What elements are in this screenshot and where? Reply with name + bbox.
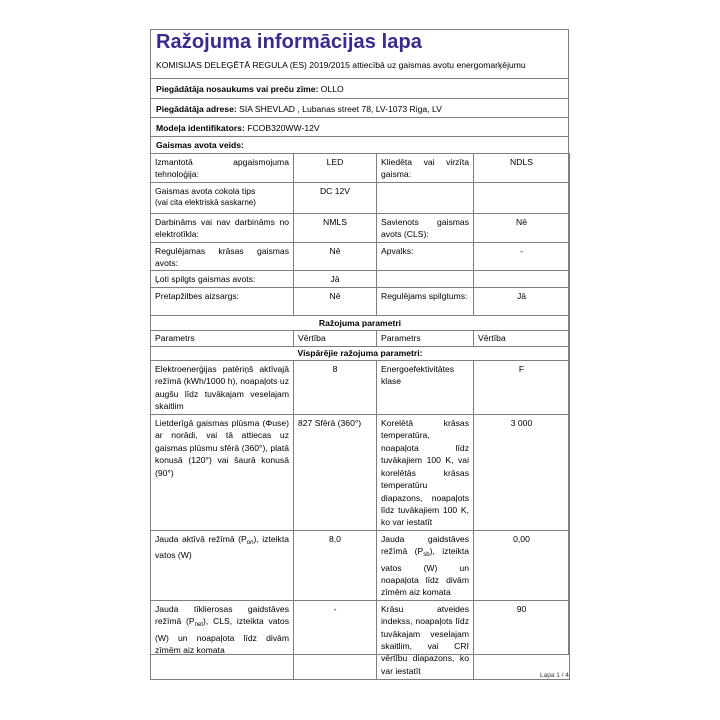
on-mode-power-label: Jauda aktīvā režīmā $(P_{on})$, izteikta vatos (W)	[151, 530, 294, 600]
table-row	[151, 154, 570, 183]
product-params-heading: Ražojuma parametri	[151, 315, 570, 330]
table-row	[151, 213, 570, 242]
empty-cell	[474, 182, 570, 213]
network-standby-value: -	[294, 600, 377, 679]
col-param-header: Parametrs	[151, 331, 294, 346]
empty-cell	[377, 182, 474, 213]
energy-class-value: F	[474, 361, 570, 415]
cap-type-value: DC 12V	[294, 182, 377, 213]
luminous-flux-label: Lietderīgā gaismas plūsma (Φuse) ar norādi, vai tā attiecas uz gaismas plūsmu sfērā (360°), platā konusā (120°) vai šaurā konusā (90°)	[151, 415, 294, 531]
supplier-address-label: Piegādātāja adrese:	[156, 104, 237, 114]
technology-label: Izmantotā apgaismojuma tehnoloģija:	[151, 154, 294, 183]
standby-power-label: Jauda gaidstāves režīmā $(P_{sb})$, izteikta vatos (W) un noapaļota līdz divām zīmēm aiz komata	[377, 530, 474, 600]
general-params-heading: Vispārējie ražojuma parametri:	[151, 346, 570, 360]
high-luminance-value: Jā	[294, 271, 377, 287]
directionality-label: Kliedēta vai virzīta gaisma:	[377, 154, 474, 183]
on-mode-power-value: 8,0	[294, 530, 377, 600]
energy-consumption-label: Elektroenerģijas patēriņš aktīvajā režīmā (kWh/1000 h), noapaļots uz augšu līdz tuvākajam veselajam skaitlim	[151, 361, 294, 415]
anti-glare-label: Pretapžilbes aizsargs:	[151, 287, 294, 315]
page-number: Lapa 1 / 4	[540, 672, 569, 679]
cls-value: Nē	[474, 213, 570, 242]
cls-label: Savienots gaismas avots (CLS):	[377, 213, 474, 242]
table-row	[151, 242, 570, 271]
cri-label: Krāsu atveides indekss, noapaļots līdz tuvākajam veselajam skaitlim, vai CRI vērtību diapazons, ko var iestatīt	[377, 600, 474, 679]
table-row	[151, 600, 570, 679]
model-id-value: FCOB320WW-12V	[247, 123, 320, 133]
model-id-label: Modeļa identifikators:	[156, 123, 245, 133]
light-source-type-label: Gaismas avota veids:	[156, 140, 244, 150]
page-title: Ražojuma informācijas lapa	[156, 31, 423, 53]
anti-glare-value: Nē	[294, 287, 377, 315]
supplier-name-value: OLLO	[320, 84, 344, 94]
energy-consumption-value: 8	[294, 361, 377, 415]
high-luminance-label: Ļoti spilgts gaismas avots:	[151, 271, 294, 287]
empty-cell	[377, 271, 474, 287]
col-value-header: Vērtība	[294, 331, 377, 346]
technology-value: LED	[294, 154, 377, 183]
supplier-address-value: SIA SHEVLAD , Lubanas street 78, LV-1073 Riga, LV	[239, 104, 442, 114]
cri-value: 90	[474, 600, 570, 679]
cct-value: 3 000	[474, 415, 570, 531]
dimmable-value: Jā	[474, 287, 570, 315]
mains-label: Darbināms vai nav darbināms no elektrotīkla:	[151, 213, 294, 242]
empty-cell	[474, 271, 570, 287]
colour-tunable-value: Nē	[294, 242, 377, 271]
table-row	[151, 315, 570, 330]
network-standby-label: Jauda tīklierosas gaidstāves režīmā $(P_{net})$, CLS, izteikta vatos (W) un noapaļota līdz divām zīmēm aiz komata	[151, 600, 294, 679]
table-row	[151, 287, 570, 315]
table-row	[151, 346, 570, 360]
table-row	[151, 271, 570, 287]
dimmable-label: Regulējams spilgtums:	[377, 287, 474, 315]
table-row	[151, 530, 570, 600]
col-value-header: Vērtība	[474, 331, 570, 346]
mains-value: NMLS	[294, 213, 377, 242]
standby-power-value: 0,00	[474, 530, 570, 600]
colour-tunable-label: Regulējamas krāsas gaismas avots:	[151, 242, 294, 271]
table-row	[151, 361, 570, 415]
model-id-row	[150, 117, 569, 136]
regulation-subtitle: KOMISIJAS DELEĢĒTĀ REGULA (ES) 2019/2015 attiecībā uz gaismas avotu energomarķējumu	[156, 60, 526, 70]
envelope-value: -	[474, 242, 570, 271]
supplier-name-label: Piegādātāja nosaukums vai preču zīme:	[156, 84, 319, 94]
supplier-name-row	[150, 78, 569, 98]
supplier-address-row	[150, 98, 569, 117]
energy-class-label: Energoefektivitātes klase	[377, 361, 474, 415]
cct-label: Korelētā krāsas temperatūra, noapaļota līdz tuvākajiem 100 K, vai korelētās krāsas temperatūru diapazons, noapaļots līdz tuvākajiem 100 K, ko var iestatīt	[377, 415, 474, 531]
light-source-type-table	[150, 153, 570, 680]
table-row	[151, 331, 570, 346]
table-row	[151, 182, 570, 213]
envelope-label: Apvalks:	[377, 242, 474, 271]
directionality-value: NDLS	[474, 154, 570, 183]
col-param-header: Parametrs	[377, 331, 474, 346]
cap-type-label: Gaismas avota cokola tips (vai cita elektriskā saskarne)	[151, 182, 294, 213]
luminous-flux-value: 827 Sfērā (360°)	[294, 415, 377, 531]
table-row	[151, 415, 570, 531]
light-source-type-row	[150, 136, 569, 153]
